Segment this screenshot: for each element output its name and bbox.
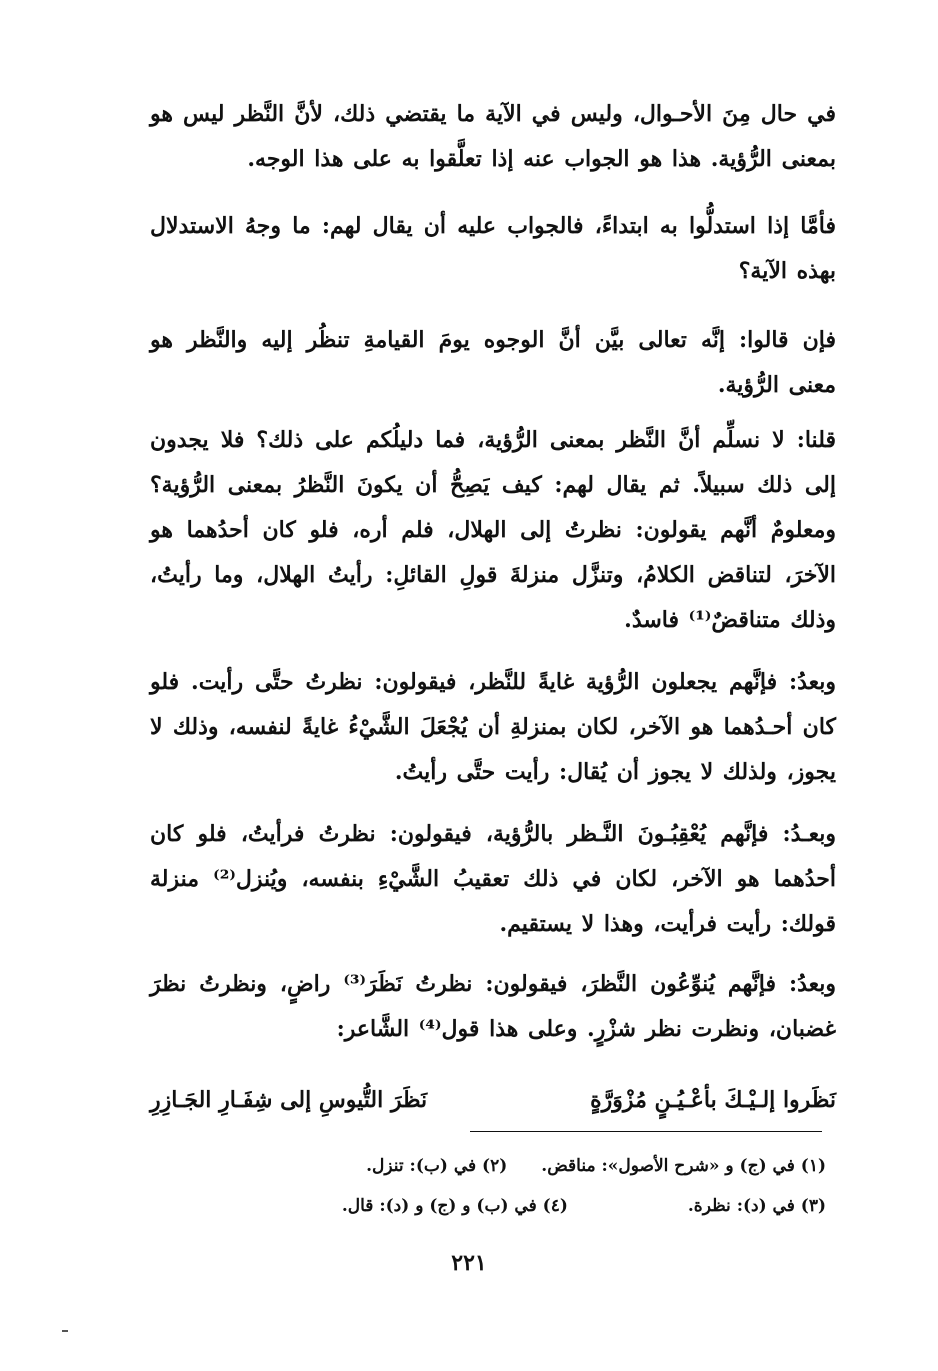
footnote-2: (٢) في (ب): تنزل. [366,1156,508,1176]
paragraph-6: وبعـدُ: فإنَّهم يُعْقِبُـونَ النَّـظر بالرُّؤية، فيقولون: نظرتُ فرأيتُ، فلو كان أحدُهما هو الآخر، لكان في ذلك تعقيبُ الشَّيْءِ بنفسه، ويُنزل⁽²⁾ منزلة قولك: رأيت فرأيت، وهذا لا يستقيم. [150,821,836,937]
paragraph-7: وبعدُ: فإنَّهم يُنوِّعُون النَّظرَ، فيقولون: نظرتُ نَظَرَ⁽³⁾ راضٍ، ونظرتُ نظرَ غضبان، ونظرت نظر شزْرٍ. وعلى هذا قول⁽⁴⁾ الشَّاعر: [150,971,836,1042]
footnote-row-1 [220,1154,826,1178]
poem-first-hemistich: نَظَروا إلـيْـكَ بأعْـيُـنٍ مُزْوَرَّةٍ [590,1087,836,1113]
page-number: ٢٢١ [451,1250,487,1276]
footnote-1: (١) في (ج) و «شرح الأصول»: مناقض. [541,1156,826,1176]
paragraph-2: فأمَّا إذا استدلُّوا به ابتداءً، فالجواب عليه أن يقال لهم: ما وجهُ الاستدلال بهذه الآية؟ [150,213,836,284]
footnote-separator [470,1131,822,1132]
footnote-3: (٣) في (د): نظرة. [687,1196,826,1216]
scan-speck [62,1330,68,1332]
footnote-row-2 [220,1194,826,1218]
poem-verse [150,1080,836,1120]
footnote-4: (٤) في (ب) و (ج) و (د): قال. [341,1196,568,1216]
paragraph-1: في حال مِنَ الأحـوال، وليس في الآية ما يقتضي ذلك، لأنَّ النَّظر ليس هو بمعنى الرُّؤية. هذا هو الجواب عنه إذا تعلَّقوا به على هذا الوجه. [150,101,836,172]
paragraph-3: فإن قالوا: إنَّه تعالى بيَّن أنَّ الوجوه يومَ القيامةِ تنظُر إليه والنَّظر هو معنى الرُّؤية. [150,327,836,398]
paragraph-4: قلنا: لا نسلِّم أنَّ النَّظر بمعنى الرُّؤية، فما دليلُكم على ذلك؟ فلا يجدون إلى ذلك سبيلاً. ثم يقال لهم: كيف يَصِحُّ أن يكونَ النَّظرُ بمعنى الرُّؤية؟ ومعلومٌ أنَّهم يقولون: نظرتُ إلى الهلال، فلم أره، فلو كان أحدُهما هو الآخرَ، لتناقض الكلامُ، وتنزَّل منزلةَ قولِ القائلِ: رأيتُ الهلال، وما رأيتُ، وذلك متناقضٌ⁽¹⁾ فاسدٌ. [150,427,836,633]
poem-second-hemistich: نَظَرَ التُّيوسِ إلى شِفَـارِ الجَـازِرِ [150,1087,428,1113]
paragraph-5: وبعدُ: فإنَّهم يجعلون الرُّؤية غايةً للنَّظر، فيقولون: نظرتُ حتَّى رأيت. فلو كان أحـدُهما هو الآخر، لكان بمنزلةِ أن يُجْعَلَ الشَّيْءُ غايةً لنفسه، وذلك لا يجوز، ولذلك لا يجوز أن يُقال: رأيت حتَّى رأيتُ. [150,669,836,785]
